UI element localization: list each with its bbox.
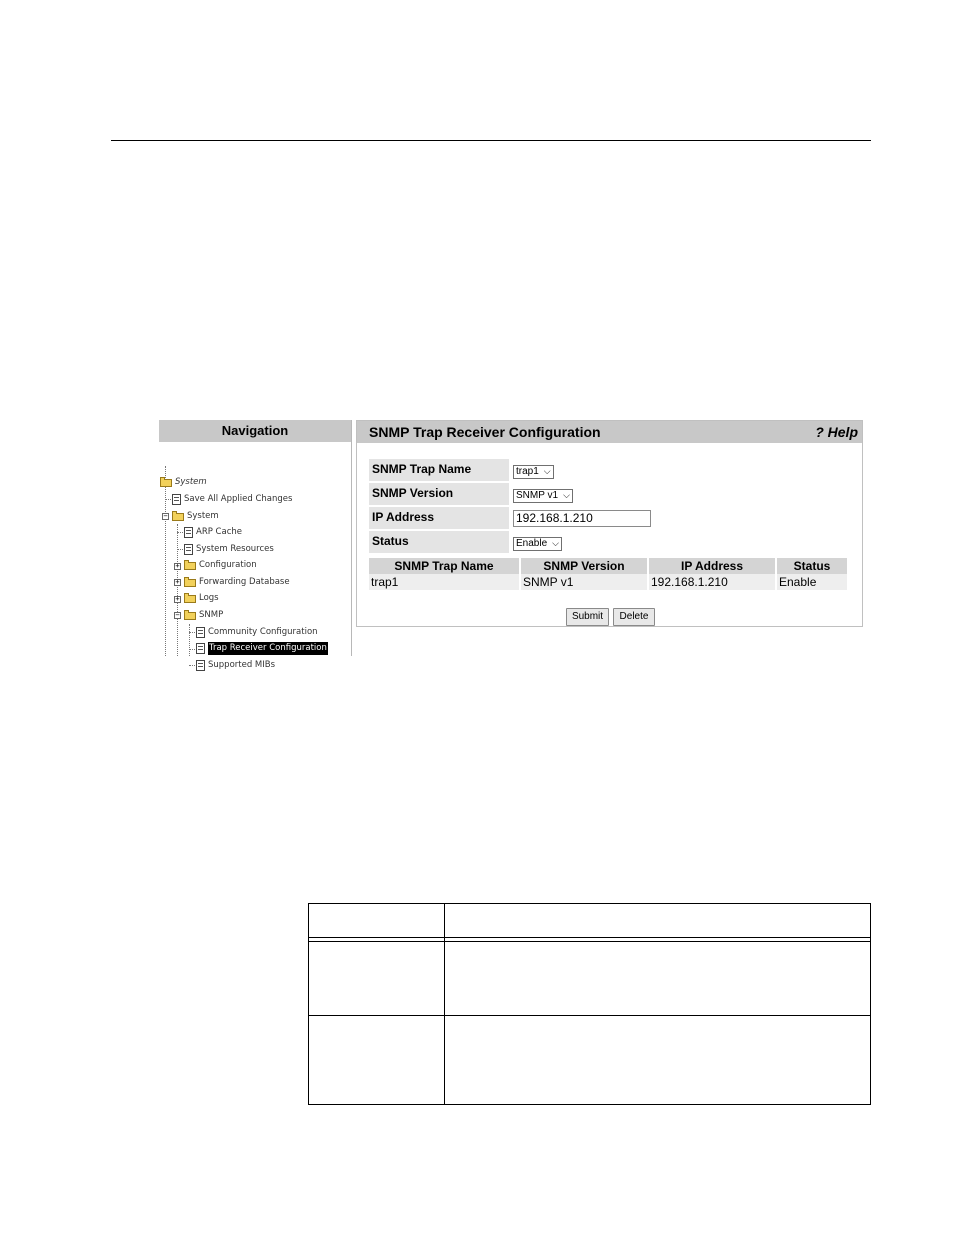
navigation-panel xyxy=(159,420,352,670)
column-header: Status xyxy=(777,558,847,574)
tree-node-trap-receiver-configuration[interactable] xyxy=(196,642,328,655)
table-divider xyxy=(444,904,445,1104)
page-icon xyxy=(196,643,205,654)
tree-node-system-root[interactable] xyxy=(160,476,207,489)
tree-node-label: System xyxy=(187,511,219,521)
page-top-rule xyxy=(111,140,871,141)
collapse-icon[interactable]: − xyxy=(175,611,180,619)
chevron-down-icon: ⌵ xyxy=(552,538,559,548)
page-icon xyxy=(184,544,193,555)
page-title: SNMP Trap Receiver Configuration xyxy=(369,424,601,440)
submit-button[interactable]: Submit xyxy=(566,608,609,626)
folder-open-icon xyxy=(160,479,172,487)
column-header: SNMP Version xyxy=(521,558,647,574)
navigation-header: Navigation xyxy=(159,420,351,442)
tree-connector xyxy=(177,524,178,656)
table-divider xyxy=(309,941,870,942)
table-row xyxy=(369,574,849,590)
folder-icon xyxy=(184,595,196,603)
tree-node-label: Save All Applied Changes xyxy=(184,494,293,504)
tree-node-label: Trap Receiver Configuration xyxy=(209,643,327,653)
tree-node-arp-cache[interactable] xyxy=(184,526,242,539)
trap-receiver-table xyxy=(369,558,849,590)
tree-node-supported-mibs[interactable] xyxy=(196,659,275,672)
chevron-down-icon: ⌵ xyxy=(563,490,570,500)
tree-node-community-configuration[interactable] xyxy=(196,626,318,639)
tree-node-label: Community Configuration xyxy=(208,627,318,637)
trap-name-select[interactable] xyxy=(513,465,554,479)
expand-icon[interactable]: + xyxy=(175,562,180,570)
tree-node-label: SNMP xyxy=(199,610,224,620)
form-row-ip xyxy=(369,507,651,529)
parameter-table xyxy=(308,903,871,1105)
navigation-tree xyxy=(159,442,351,670)
page-icon xyxy=(196,627,205,638)
page-icon xyxy=(172,494,181,505)
tree-node-system[interactable] xyxy=(172,510,219,523)
table-cell: 192.168.1.210 xyxy=(649,574,775,590)
tree-node-forwarding-database[interactable] xyxy=(184,576,290,589)
tree-node-logs[interactable] xyxy=(184,592,219,605)
collapse-icon[interactable]: − xyxy=(163,512,168,520)
trap-receiver-panel xyxy=(356,420,863,627)
column-header: IP Address xyxy=(649,558,775,574)
table-header-row xyxy=(369,558,849,574)
status-value: Enable xyxy=(516,538,548,549)
tree-node-label: Logs xyxy=(199,593,219,603)
trap-name-label: SNMP Trap Name xyxy=(369,459,509,481)
tree-node-save-all-applied-changes[interactable] xyxy=(172,493,292,506)
tree-node-snmp[interactable] xyxy=(184,609,223,622)
tree-node-label: Configuration xyxy=(199,560,257,570)
tree-node-label: Forwarding Database xyxy=(199,577,290,587)
table-cell: trap1 xyxy=(369,574,519,590)
form-row-version xyxy=(369,483,573,505)
version-value: SNMP v1 xyxy=(516,490,559,501)
page-icon xyxy=(184,527,193,538)
tree-node-label: System xyxy=(175,477,207,487)
chevron-down-icon: ⌵ xyxy=(543,466,551,476)
folder-icon xyxy=(184,579,196,587)
tree-node-label: Supported MIBs xyxy=(208,660,276,670)
page-icon xyxy=(196,660,205,671)
form-row-status xyxy=(369,531,562,553)
folder-icon xyxy=(184,562,196,570)
tree-node-configuration[interactable] xyxy=(184,559,257,572)
status-label: Status xyxy=(369,531,509,553)
ip-label: IP Address xyxy=(369,507,509,529)
tree-node-label: ARP Cache xyxy=(196,527,242,537)
tree-connector xyxy=(189,624,190,656)
tree-connector xyxy=(165,466,166,656)
delete-button[interactable]: Delete xyxy=(613,608,655,626)
table-cell: SNMP v1 xyxy=(521,574,647,590)
panel-header xyxy=(357,421,862,443)
form-row-trap-name xyxy=(369,459,554,481)
folder-open-icon xyxy=(172,513,184,521)
expand-icon[interactable]: + xyxy=(175,595,180,603)
tree-node-label: System Resources xyxy=(196,544,274,554)
version-label: SNMP Version xyxy=(369,483,509,505)
trap-name-value: trap1 xyxy=(516,466,539,477)
folder-open-icon xyxy=(184,612,196,620)
table-cell: Enable xyxy=(777,574,847,590)
status-select[interactable] xyxy=(513,537,562,551)
tree-node-system-resources[interactable] xyxy=(184,543,274,556)
version-select[interactable] xyxy=(513,489,573,503)
expand-icon[interactable]: + xyxy=(175,578,180,586)
table-divider xyxy=(309,1015,870,1016)
ip-address-input[interactable]: 192.168.1.210 xyxy=(513,510,651,527)
help-link[interactable]: ? Help xyxy=(815,424,858,440)
table-divider xyxy=(309,937,870,938)
column-header: SNMP Trap Name xyxy=(369,558,519,574)
